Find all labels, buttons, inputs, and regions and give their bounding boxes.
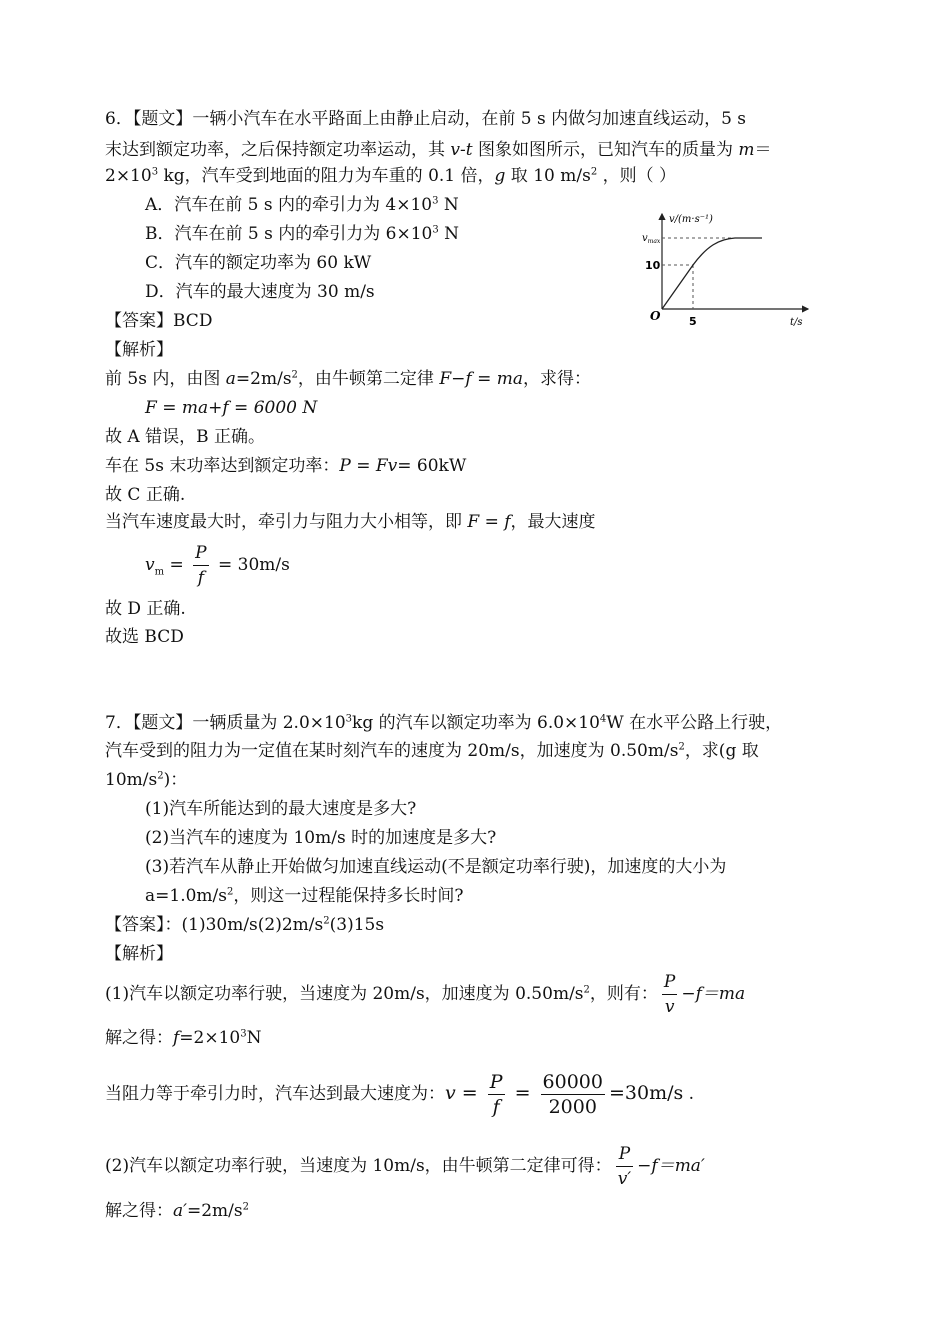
q7-line2: 汽车受到的阻力为一定值在某时刻汽车的速度为 20m/s，加速度为 $0.50m/s^2$，求(g 取 — [105, 741, 759, 761]
vt-graph — [642, 208, 815, 333]
tick-10: 10 — [645, 259, 661, 272]
q7-line3: $10m/s^2$)： — [105, 770, 188, 790]
q6-step5: 故 C 正确. — [105, 485, 186, 505]
q6-step8: 故 D 正确. — [105, 599, 186, 619]
q7-answer: 【答案】：$(1)30m/s(2)2m/s^2(3)15s$ — [105, 915, 385, 935]
q7-part1: (1)汽车所能达到的最大速度是多大? — [145, 799, 417, 819]
q6-step6: 当汽车速度最大时，牵引力与阻力大小相等，即 F = f，最大速度 — [105, 512, 596, 532]
q7-line1: 7．【题文】一辆质量为 $2.0\times 10^3kg$ 的汽车以额定功率为 $6.0\times 10^4W$ 在水平公路上行驶， — [105, 713, 783, 733]
q7-part3a: (3)若汽车从静止开始做匀加速直线运动(不是额定功率行驶)，加速度的大小为 — [145, 857, 727, 877]
q6-line1: 6．【题文】一辆小汽车在水平路面上由静止启动，在前 5 s 内做匀加速直线运动，5 s — [105, 109, 747, 129]
q7-part2: (2)当汽车的速度为 10m/s 时的加速度是多大? — [145, 828, 497, 848]
fraction: $\frac{P}{v'}$ — [617, 1144, 632, 1189]
q6-step3: 故 A 错误，B 正确。 — [105, 427, 265, 447]
origin-label: O — [650, 309, 661, 323]
q7-r4: (2)汽车以额定功率行驶，当速度为 10m/s，由牛顿第二定律可得： $\frac{P}{v'}$ −f＝ma′ — [105, 1144, 705, 1189]
q6-option-c: C．汽车的额定功率为 60 kW — [145, 253, 372, 273]
q6-option-b: B．汽车在前 5 s 内的牵引力为 $6\times 10^3$ N — [145, 224, 459, 244]
q6-option-d: D．汽车的最大速度为 30 m/s — [145, 282, 375, 302]
fraction: $\frac{60000}{2000}$ — [542, 1071, 603, 1118]
fraction: $\frac{P}{f}$ — [195, 543, 207, 588]
tick-5: 5 — [689, 315, 697, 328]
q6-answer: 【答案】BCD — [105, 311, 213, 331]
vt-curve — [662, 238, 762, 309]
q6-step4: 车在 5s 末功率达到额定功率：P = Fv= 60kW — [105, 456, 467, 476]
x-axis-label: t/s — [790, 317, 803, 328]
q6-step9: 故选 BCD — [105, 627, 184, 647]
q7-r2: 解之得：$f=2\times 10^3N$ — [105, 1028, 262, 1048]
fraction: $\frac{P}{v}$ — [663, 972, 676, 1017]
q7-analysis-label: 【解析】 — [105, 944, 173, 964]
q6-step7-formula: $v_m$ = $\frac{P}{f}$ = 30m/s — [145, 543, 290, 588]
q6-option-a: A．汽车在前 5 s 内的牵引力为 $4\times 10^3$ N — [145, 195, 459, 215]
q6-step2: F = ma+f = 6000 N — [145, 398, 318, 418]
q6-line2: 末达到额定功率，之后保持额定功率运动，其 v-t 图象如图所示，已知汽车的质量为 m＝ — [105, 140, 772, 160]
q6-analysis-label: 【解析】 — [105, 340, 173, 360]
fraction: $\frac{P}{f}$ — [489, 1071, 503, 1118]
q7-part3b: $a=1.0m/s^2$，则这一过程能保持多长时间? — [145, 886, 464, 906]
vmax-label: $v_{max}$ — [642, 233, 661, 245]
q7-r1: (1)汽车以额定功率行驶，当速度为 20m/s，加速度为 $0.50m/s^2$，则有： $\frac{P}{v}$ −f＝ma — [105, 972, 746, 1017]
q6-step1: 前 5s 内，由图 $a=2m/s^2$，由牛顿第二定律 F−f = ma，求得： — [105, 369, 591, 389]
y-axis-label: v/(m·s⁻¹) — [669, 214, 713, 225]
q7-r3: 当阻力等于牵引力时，汽车达到最大速度为：v = $\frac{P}{f}$ = $\frac{60000}{2000}$ =30m/s . — [105, 1071, 695, 1118]
q7-r5: 解之得：$a'=2m/s^2$ — [105, 1201, 250, 1221]
q6-line3: $2\times 10^3$ kg，汽车受到地面的阻力为车重的 0.1 倍，g 取 10 $m/s^2$ ，则（ ） — [105, 166, 677, 186]
